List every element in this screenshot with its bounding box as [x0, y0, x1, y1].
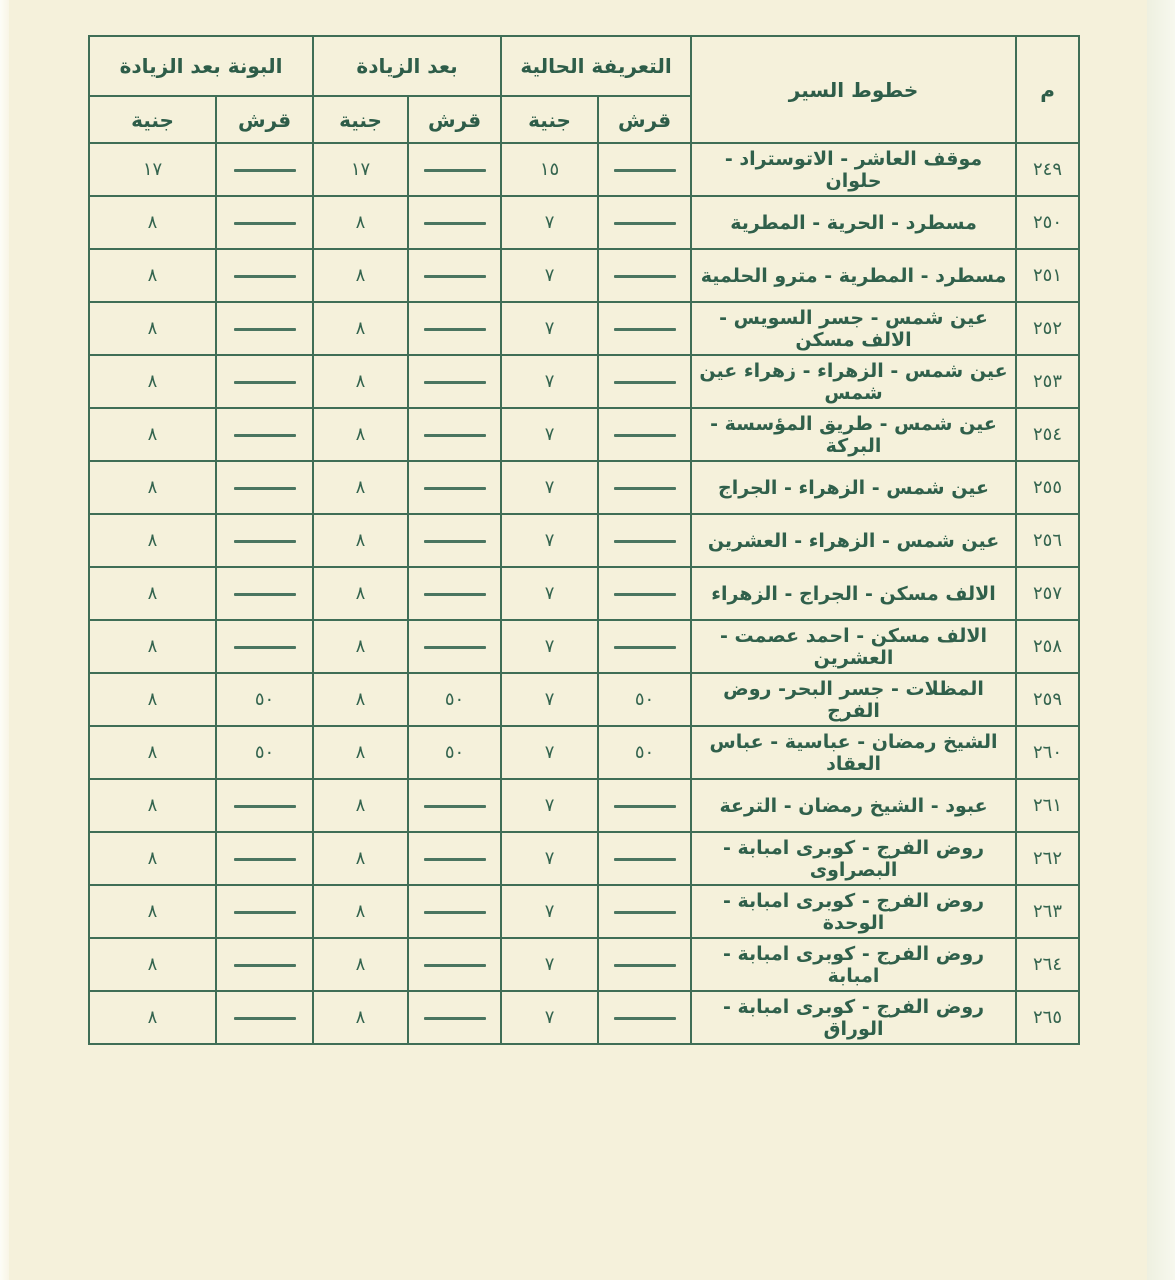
after-geneh-cell: ٨	[313, 302, 408, 355]
dash-line	[424, 540, 486, 543]
current-qirsh-cell: ٥٠	[598, 726, 691, 779]
after-geneh-cell: ٨	[313, 991, 408, 1044]
after-qirsh-cell	[408, 355, 501, 408]
route-number-cell: ٢٤٩	[1016, 143, 1079, 196]
dash-line	[614, 169, 676, 172]
dash-line	[424, 434, 486, 437]
header-current-geneh: جنية	[501, 96, 598, 143]
dash-line	[614, 646, 676, 649]
header-group-row	[89, 36, 1079, 96]
route-name-cell: عبود - الشيخ رمضان - الترعة	[691, 779, 1016, 832]
route-name-cell: الشيخ رمضان - عباسية - عباس العقاد	[691, 726, 1016, 779]
route-name-cell: المظلات - جسر البحر- روض الفرج	[691, 673, 1016, 726]
current-qirsh-cell	[598, 938, 691, 991]
dash-line	[424, 593, 486, 596]
coupon-geneh-cell: ٨	[89, 779, 216, 832]
header-after-increase: بعد الزيادة	[313, 36, 501, 96]
current-geneh-cell: ٧	[501, 620, 598, 673]
route-number-cell: ٢٦٣	[1016, 885, 1079, 938]
route-name-cell: الالف مسكن - احمد عصمت - العشرين	[691, 620, 1016, 673]
dash-line	[424, 328, 486, 331]
coupon-geneh-cell: ٨	[89, 355, 216, 408]
dash-line	[234, 434, 296, 437]
route-name-cell: روض الفرج - كوبرى امبابة - الوحدة	[691, 885, 1016, 938]
dash-line	[234, 646, 296, 649]
after-geneh-cell: ١٧	[313, 143, 408, 196]
header-coupon-after-increase: البونة بعد الزيادة	[89, 36, 313, 96]
coupon-qirsh-cell	[216, 408, 313, 461]
dash-line	[234, 381, 296, 384]
current-geneh-cell: ٧	[501, 514, 598, 567]
coupon-geneh-cell: ١٧	[89, 143, 216, 196]
after-qirsh-cell	[408, 249, 501, 302]
after-geneh-cell: ٨	[313, 408, 408, 461]
coupon-geneh-cell: ٨	[89, 514, 216, 567]
coupon-qirsh-cell: ٥٠	[216, 726, 313, 779]
route-number-cell: ٢٥٩	[1016, 673, 1079, 726]
dash-line	[234, 1017, 296, 1020]
coupon-qirsh-cell	[216, 885, 313, 938]
after-geneh-cell: ٨	[313, 461, 408, 514]
table-row	[89, 938, 1079, 991]
current-qirsh-cell	[598, 885, 691, 938]
table-row	[89, 249, 1079, 302]
dash-line	[424, 275, 486, 278]
after-qirsh-cell: ٥٠	[408, 673, 501, 726]
header-routes: خطوط السير	[691, 36, 1016, 143]
dash-line	[424, 1017, 486, 1020]
after-geneh-cell: ٨	[313, 249, 408, 302]
coupon-qirsh-cell	[216, 196, 313, 249]
current-geneh-cell: ٧	[501, 355, 598, 408]
after-geneh-cell: ٨	[313, 779, 408, 832]
route-name-cell: روض الفرج - كوبرى امبابة - امبابة	[691, 938, 1016, 991]
header-current-qirsh: قرش	[598, 96, 691, 143]
coupon-geneh-cell: ٨	[89, 673, 216, 726]
coupon-qirsh-cell	[216, 567, 313, 620]
route-name-cell: عين شمس - جسر السويس - الالف مسكن	[691, 302, 1016, 355]
route-number-cell: ٢٦٥	[1016, 991, 1079, 1044]
table-row	[89, 726, 1079, 779]
route-name-cell: عين شمس - الزهراء - الجراج	[691, 461, 1016, 514]
after-qirsh-cell	[408, 408, 501, 461]
current-geneh-cell: ٧	[501, 196, 598, 249]
route-number-cell: ٢٦٢	[1016, 832, 1079, 885]
route-number-cell: ٢٥٥	[1016, 461, 1079, 514]
table-header	[89, 36, 1079, 143]
route-name-cell: عين شمس - طريق المؤسسة - البركة	[691, 408, 1016, 461]
current-geneh-cell: ٧	[501, 938, 598, 991]
dash-line	[614, 911, 676, 914]
after-qirsh-cell: ٥٠	[408, 726, 501, 779]
after-geneh-cell: ٨	[313, 726, 408, 779]
table-row	[89, 408, 1079, 461]
current-geneh-cell: ١٥	[501, 143, 598, 196]
dash-line	[614, 858, 676, 861]
current-qirsh-cell	[598, 143, 691, 196]
route-number-cell: ٢٥٠	[1016, 196, 1079, 249]
after-qirsh-cell	[408, 461, 501, 514]
current-qirsh-cell	[598, 461, 691, 514]
table-row	[89, 832, 1079, 885]
current-qirsh-cell	[598, 408, 691, 461]
header-after-geneh: جنية	[313, 96, 408, 143]
coupon-qirsh-cell	[216, 514, 313, 567]
current-geneh-cell: ٧	[501, 461, 598, 514]
coupon-qirsh-cell	[216, 143, 313, 196]
fare-table	[88, 35, 1080, 1045]
route-name-cell: موقف العاشر - الاتوستراد - حلوان	[691, 143, 1016, 196]
after-qirsh-cell	[408, 832, 501, 885]
current-geneh-cell: ٧	[501, 302, 598, 355]
coupon-qirsh-cell	[216, 302, 313, 355]
dash-line	[424, 858, 486, 861]
current-geneh-cell: ٧	[501, 673, 598, 726]
table-row	[89, 620, 1079, 673]
dash-line	[614, 328, 676, 331]
after-qirsh-cell	[408, 196, 501, 249]
after-qirsh-cell	[408, 567, 501, 620]
coupon-geneh-cell: ٨	[89, 620, 216, 673]
coupon-geneh-cell: ٨	[89, 832, 216, 885]
after-qirsh-cell	[408, 620, 501, 673]
table-row	[89, 514, 1079, 567]
current-qirsh-cell	[598, 832, 691, 885]
after-geneh-cell: ٨	[313, 620, 408, 673]
table-row	[89, 302, 1079, 355]
current-qirsh-cell	[598, 620, 691, 673]
current-geneh-cell: ٧	[501, 832, 598, 885]
dash-line	[424, 911, 486, 914]
table-row	[89, 196, 1079, 249]
coupon-geneh-cell: ٨	[89, 302, 216, 355]
dash-line	[614, 540, 676, 543]
coupon-qirsh-cell	[216, 938, 313, 991]
dash-line	[424, 381, 486, 384]
route-number-cell: ٢٥٧	[1016, 567, 1079, 620]
dash-line	[614, 222, 676, 225]
after-geneh-cell: ٨	[313, 885, 408, 938]
page-right-edge	[1147, 0, 1175, 1280]
route-number-cell: ٢٦٤	[1016, 938, 1079, 991]
coupon-geneh-cell: ٨	[89, 991, 216, 1044]
current-qirsh-cell	[598, 567, 691, 620]
dash-line	[234, 911, 296, 914]
dash-line	[424, 964, 486, 967]
dash-line	[614, 487, 676, 490]
dash-line	[234, 858, 296, 861]
after-qirsh-cell	[408, 938, 501, 991]
coupon-geneh-cell: ٨	[89, 461, 216, 514]
dash-line	[614, 805, 676, 808]
current-geneh-cell: ٧	[501, 726, 598, 779]
coupon-geneh-cell: ٨	[89, 408, 216, 461]
dash-line	[424, 169, 486, 172]
current-qirsh-cell	[598, 355, 691, 408]
coupon-qirsh-cell	[216, 355, 313, 408]
coupon-qirsh-cell: ٥٠	[216, 673, 313, 726]
current-geneh-cell: ٧	[501, 779, 598, 832]
after-qirsh-cell	[408, 991, 501, 1044]
coupon-geneh-cell: ٨	[89, 249, 216, 302]
dash-line	[234, 593, 296, 596]
coupon-qirsh-cell	[216, 620, 313, 673]
dash-line	[614, 964, 676, 967]
current-qirsh-cell	[598, 196, 691, 249]
current-qirsh-cell	[598, 249, 691, 302]
table-row	[89, 991, 1079, 1044]
current-qirsh-cell	[598, 302, 691, 355]
header-current-tariff: التعريفة الحالية	[501, 36, 691, 96]
coupon-geneh-cell: ٨	[89, 196, 216, 249]
table-row	[89, 673, 1079, 726]
dash-line	[234, 328, 296, 331]
table-body	[89, 143, 1079, 1044]
route-name-cell: مسطرد - الحرية - المطرية	[691, 196, 1016, 249]
route-name-cell: الالف مسكن - الجراج - الزهراء	[691, 567, 1016, 620]
coupon-geneh-cell: ٨	[89, 567, 216, 620]
current-geneh-cell: ٧	[501, 249, 598, 302]
after-geneh-cell: ٨	[313, 355, 408, 408]
current-geneh-cell: ٧	[501, 567, 598, 620]
dash-line	[424, 487, 486, 490]
route-number-cell: ٢٦١	[1016, 779, 1079, 832]
dash-line	[234, 805, 296, 808]
header-coupon-geneh: جنية	[89, 96, 216, 143]
table-row	[89, 461, 1079, 514]
route-name-cell: روض الفرج - كوبرى امبابة - الوراق	[691, 991, 1016, 1044]
coupon-geneh-cell: ٨	[89, 726, 216, 779]
route-name-cell: عين شمس - الزهراء - زهراء عين شمس	[691, 355, 1016, 408]
page-left-edge	[0, 0, 9, 1280]
table-row	[89, 885, 1079, 938]
dash-line	[424, 222, 486, 225]
current-geneh-cell: ٧	[501, 991, 598, 1044]
header-number: م	[1016, 36, 1079, 143]
after-geneh-cell: ٨	[313, 514, 408, 567]
table-row	[89, 143, 1079, 196]
coupon-geneh-cell: ٨	[89, 885, 216, 938]
after-geneh-cell: ٨	[313, 938, 408, 991]
route-number-cell: ٢٦٠	[1016, 726, 1079, 779]
route-number-cell: ٢٥٣	[1016, 355, 1079, 408]
coupon-qirsh-cell	[216, 249, 313, 302]
current-geneh-cell: ٧	[501, 408, 598, 461]
after-qirsh-cell	[408, 302, 501, 355]
after-geneh-cell: ٨	[313, 673, 408, 726]
dash-line	[614, 381, 676, 384]
coupon-qirsh-cell	[216, 779, 313, 832]
header-after-qirsh: قرش	[408, 96, 501, 143]
current-qirsh-cell	[598, 779, 691, 832]
dash-line	[614, 1017, 676, 1020]
route-name-cell: عين شمس - الزهراء - العشرين	[691, 514, 1016, 567]
dash-line	[234, 169, 296, 172]
after-qirsh-cell	[408, 514, 501, 567]
route-number-cell: ٢٥٦	[1016, 514, 1079, 567]
after-qirsh-cell	[408, 779, 501, 832]
route-name-cell: مسطرد - المطرية - مترو الحلمية	[691, 249, 1016, 302]
table-row	[89, 567, 1079, 620]
route-number-cell: ٢٥١	[1016, 249, 1079, 302]
dash-line	[234, 487, 296, 490]
after-geneh-cell: ٨	[313, 567, 408, 620]
after-qirsh-cell	[408, 885, 501, 938]
after-geneh-cell: ٨	[313, 832, 408, 885]
dash-line	[234, 222, 296, 225]
dash-line	[234, 964, 296, 967]
table-row	[89, 355, 1079, 408]
dash-line	[614, 275, 676, 278]
dash-line	[424, 646, 486, 649]
dash-line	[234, 275, 296, 278]
current-qirsh-cell	[598, 514, 691, 567]
route-number-cell: ٢٥٤	[1016, 408, 1079, 461]
current-qirsh-cell	[598, 991, 691, 1044]
dash-line	[614, 593, 676, 596]
header-coupon-qirsh: قرش	[216, 96, 313, 143]
coupon-qirsh-cell	[216, 461, 313, 514]
after-qirsh-cell	[408, 143, 501, 196]
dash-line	[614, 434, 676, 437]
coupon-geneh-cell: ٨	[89, 938, 216, 991]
dash-line	[424, 805, 486, 808]
route-number-cell: ٢٥٨	[1016, 620, 1079, 673]
coupon-qirsh-cell	[216, 991, 313, 1044]
current-geneh-cell: ٧	[501, 885, 598, 938]
table-row	[89, 779, 1079, 832]
coupon-qirsh-cell	[216, 832, 313, 885]
after-geneh-cell: ٨	[313, 196, 408, 249]
route-name-cell: روض الفرج - كوبرى امبابة - البصراوى	[691, 832, 1016, 885]
route-number-cell: ٢٥٢	[1016, 302, 1079, 355]
current-qirsh-cell: ٥٠	[598, 673, 691, 726]
dash-line	[234, 540, 296, 543]
